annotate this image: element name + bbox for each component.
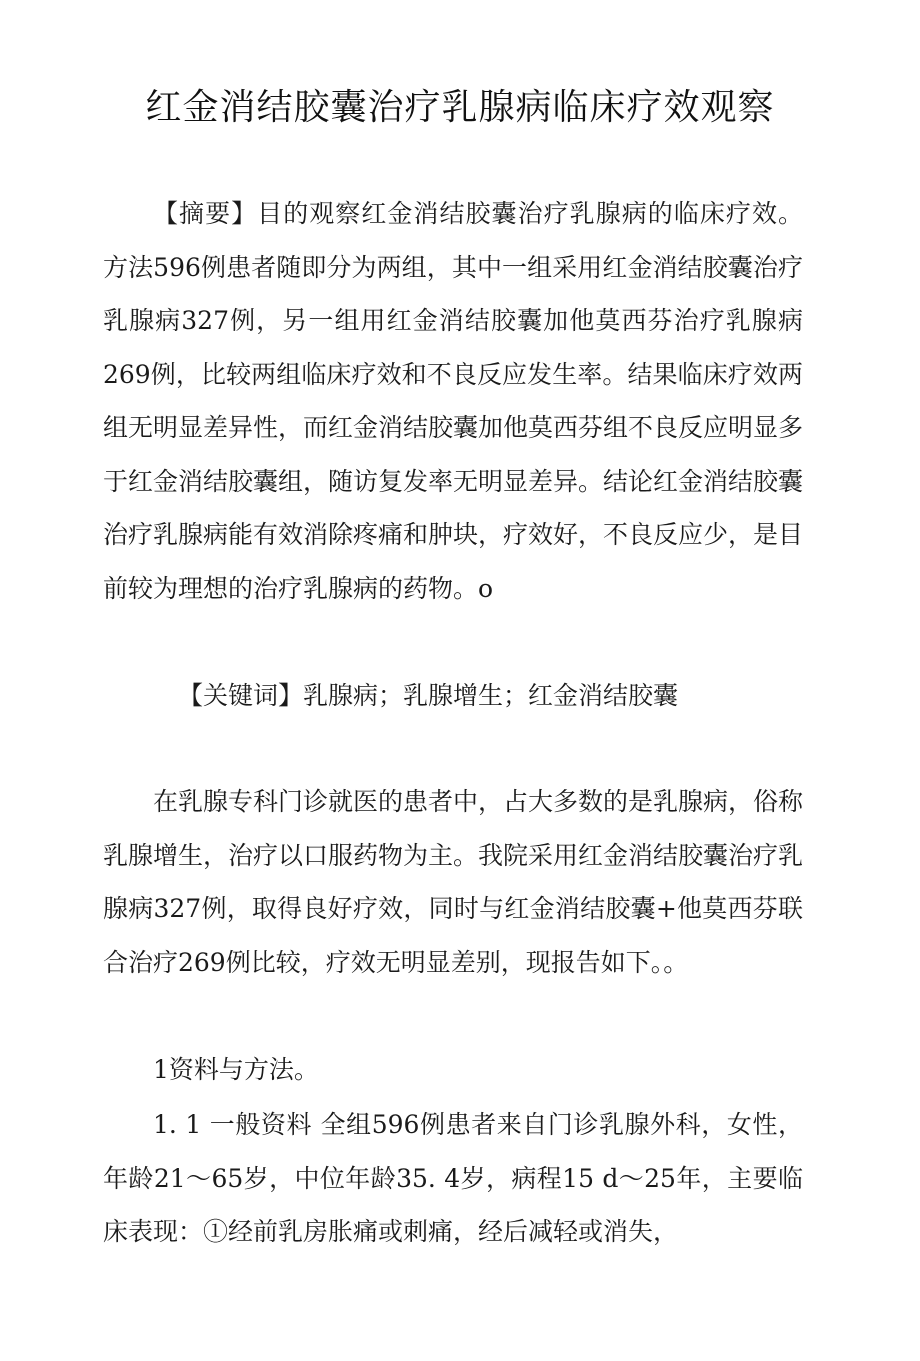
abstract-text: 目的观察红金消结胶囊治疗乳腺病的临床疗效。方法596例患者随即分为两组，其中一组采用红金消结胶囊治疗乳腺病327例，另一组用红金消结胶囊加他莫西芬治疗乳腺病269例，比较两组临床疗效和不良反应发生率。结果临床疗效两组无明显差异性，而红金消结胶囊加他莫西芬组不良反应明显多于红金消结胶囊组，随访复发率无明显差异。结论红金消结胶囊治疗乳腺病能有效消除疼痛和肿块，疗效好，不良反应少，是目前较为理想的治疗乳腺病的药物。o — [103, 199, 804, 603]
intro-paragraph: 在乳腺专科门诊就医的患者中，占大多数的是乳腺病，俗称乳腺增生，治疗以口服药物为主。我院采用红金消结胶囊治疗乳腺病327例，取得良好疗效，同时与红金消结胶囊+他莫西芬联合治疗269例比较，疗效无明显差别，现报告如下。。 — [103, 787, 804, 977]
section-heading: 1资料与方法。 — [153, 1055, 319, 1084]
subsection-paragraph: 1. 1 一般资料 全组596例患者来自门诊乳腺外科，女性，年龄21〜65岁，中位年龄35. 4岁，病程15 d〜25年，主要临床表现：①经前乳房胀痛或刺痛，经后减轻或消失， — [103, 1110, 803, 1246]
keywords-label: 【关键词】 — [178, 681, 304, 710]
keywords-text: 乳腺病；乳腺增生；红金消结胶囊 — [303, 681, 679, 710]
document-title: 红金消结胶囊治疗乳腺病临床疗效观察 — [145, 87, 775, 128]
keywords-line — [178, 669, 678, 723]
abstract-paragraph — [103, 187, 803, 615]
abstract-label: 【摘要】 — [153, 199, 258, 228]
